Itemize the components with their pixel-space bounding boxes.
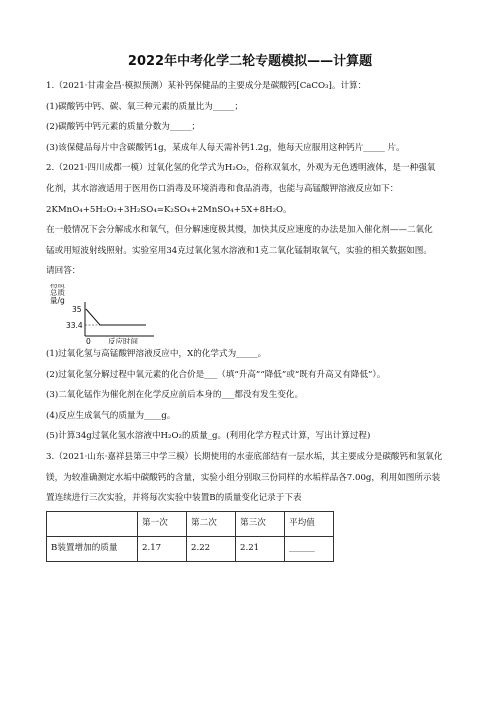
question-2-part-3: (3)二氧化锰作为催化剂在化学反应前后本身的___都没有发生变化。	[46, 390, 304, 401]
mass-time-graph	[46, 284, 166, 344]
table-header-cell: 第二次	[187, 511, 236, 536]
table-row	[47, 536, 334, 561]
table-header-row	[47, 511, 334, 536]
table-cell: B装置增加的质量	[47, 536, 138, 561]
origin-label: 0	[86, 336, 91, 344]
question-2-part-1: (1)过氧化氢与高锰酸钾溶液反应中，X的化学式为_____。	[46, 348, 267, 359]
x-axis-label: 反应时间	[108, 336, 138, 344]
y-tick-33-4: 33.4	[66, 320, 83, 330]
question-1-part-3: (3)该保健品每片中含碳酸钙1g，某成年人每天需补钙1.2g，他每天应服用这种钙片_____ 片。	[46, 142, 405, 153]
table-header-cell: 第一次	[138, 511, 187, 536]
question-2-part-2: (2)过氧化氢分解过程中氧元素的化合价是___（填“升高”“降低”或“既有升高又有降低”）。	[46, 369, 386, 380]
question-1-part-2: (2)碳酸钙中钙元素的质量分数为_____；	[46, 122, 200, 133]
mass-time-graph-svg	[46, 284, 166, 344]
data-series-line	[86, 309, 146, 325]
table-cell: 2.22	[187, 536, 236, 561]
table-header-cell: 平均值	[285, 511, 334, 536]
y-axis-label-line-1: 物质	[50, 283, 65, 289]
table-cell: ______	[285, 536, 334, 561]
question-3-stem-line-3: 置连续进行三次实验，并将每次实验中装置B的质量变化记录于下表	[46, 493, 302, 504]
table-cell: 2.17	[138, 536, 187, 561]
question-2-text-line-1: 在一般情况下会分解成水和氧气，但分解速度极其慢，加快其反应速度的办法是加入催化剂——二氧化	[46, 225, 433, 236]
question-1-part-1: (1)碳酸钙中钙、碳、氧三种元素的质量比为_____；	[46, 101, 243, 112]
y-axis-label-line-2: 总质	[50, 287, 65, 297]
question-2-text-line-3: 请回答：	[46, 266, 81, 277]
y-tick-35: 35	[72, 304, 82, 314]
question-1-stem: 1.（2021·甘肃金昌·模拟预测）某补钙保健品的主要成分是碳酸钙[CaCO₃]。计算：	[46, 81, 367, 91]
question-2-part-5: (5)计算34g过氧化氢水溶液中H₂O₂的质量_g。(利用化学方程式计算，写出计算过程)	[46, 431, 371, 442]
results-table	[46, 511, 334, 562]
y-axis-label-line-3: 量/g	[50, 295, 65, 305]
question-2-part-4: (4)反应生成氧气的质量为____g。	[46, 410, 176, 421]
question-2-stem-line-1: 2.（2021·四川成都一模）过氧化氢的化学式为H₂O₂，俗称双氧水，外观为无色透明液体，是一种强氧	[46, 163, 436, 174]
content	[46, 76, 466, 562]
question-2-text-line-2: 锰或用短波射线照射。实验室用34克过氧化氢水溶液和1克二氧化锰制取氧气，实验的相关数据如图。	[46, 245, 432, 256]
question-3-stem-line-1: 3.（2021·山东·嘉祥县第三中学三模）长期使用的水壶底部结有一层水垢，其主要成分是碳酸钙和氢氧化	[46, 451, 443, 462]
table-header-cell	[47, 511, 138, 536]
question-2-stem-line-2: 化剂，其水溶液适用于医用伤口消毒及环境消毒和食品消毒，也能与高锰酸钾溶液反应如下：	[46, 183, 399, 194]
reaction-equation: 2KMnO₄+5H₂O₂+3H₂SO₄=K₂SO₄+2MnSO₄+5X+8H₂O。	[46, 204, 292, 215]
page-title: 2022年中考化学二轮专题模拟——计算题	[127, 54, 373, 69]
table-header-cell: 第三次	[236, 511, 285, 536]
table-cell: 2.21	[236, 536, 285, 561]
question-3-stem-line-2: 镁，为较准确测定水垢中碳酸钙的含量，实验小组分别取三份同样的水垢样品各7.00g，利用如图所示装	[46, 472, 441, 483]
